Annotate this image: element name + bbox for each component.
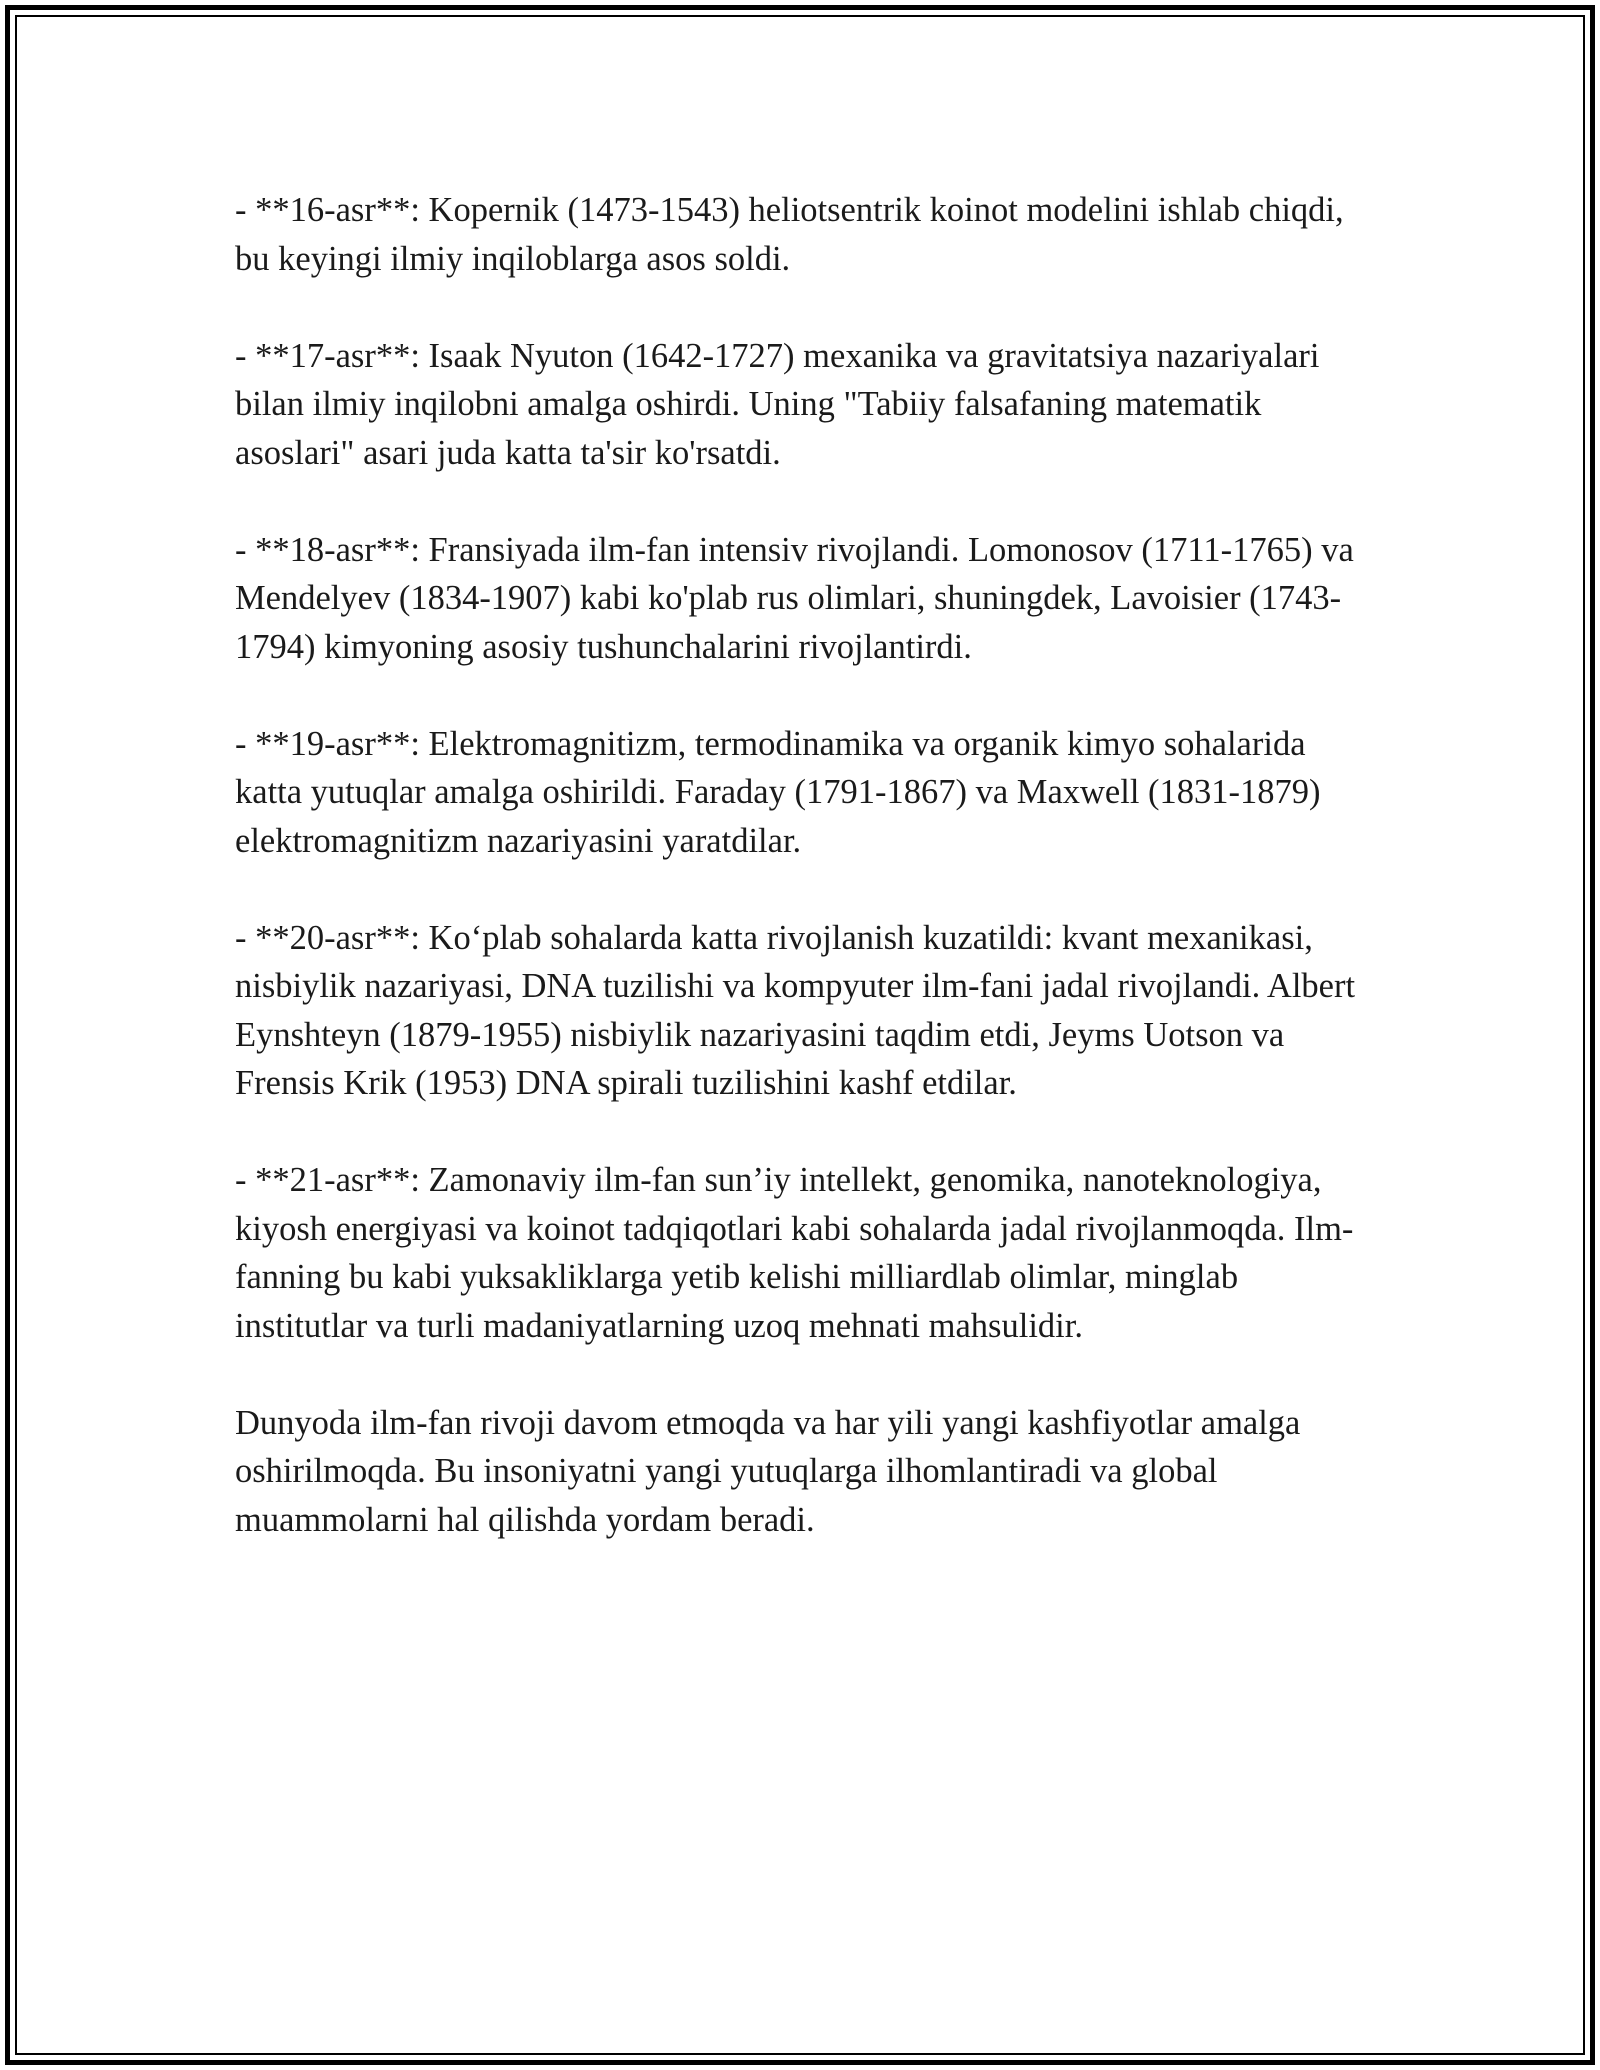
paragraph-16th-century: - **16-asr**: Kopernik (1473-1543) heliotsentrik koinot modelini ishlab chiqdi, bu keyingi ilmiy inqiloblarga asos soldi. [235, 191, 1344, 278]
paragraph-18th-century: - **18-asr**: Fransiyada ilm-fan intensiv rivojlandi. Lomonosov (1711-1765) va Mendelyev (1834-1907) kabi ko'plab rus olimlari, shuningdek, Lavoisier (1743-1794) kimyoning asosiy tushunchalarini rivojlantirdi. [235, 530, 1354, 666]
paragraph-19th-century: - **19-asr**: Elektromagnitizm, termodinamika va organik kimyo sohalarida katta yutuqlar amalga oshirildi. Faraday (1791-1867) va Maxwell (1831-1879) elektromagnitizm nazariyasini yaratdilar. [235, 724, 1321, 860]
document-body [235, 186, 1365, 1593]
paragraph-20th-century: - **20-asr**: Ko‘plab sohalarda katta rivojlanish kuzatildi: kvant mexanikasi, nisbiylik nazariyasi, DNA tuzilishi va kompyuter ilm-fani jadal rivojlandi. Albert Eynshteyn (1879-1955) nisbiylik nazariyasini taqdim etdi, Jeyms Uotson va Frensis Krik (1953) DNA spirali tuzilishini kashf etdilar. [235, 918, 1356, 1102]
paragraph-conclusion: Dunyoda ilm-fan rivoji davom etmoqda va har yili yangi kashfiyotlar amalga oshirilmoqda. Bu insoniyatni yangi yutuqlarga ilhomlantiradi va global muammolarni hal qilishda yordam beradi. [235, 1403, 1301, 1539]
paragraph-21st-century: - **21-asr**: Zamonaviy ilm-fan sun’iy intellekt, genomika, nanoteknologiya, kiyosh energiyasi va koinot tadqiqotlari kabi sohalarda jadal rivojlanmoqda. Ilm-fanning bu kabi yuksakliklarga yetib kelishi milliardlab olimlar, minglab institutlar va turli madaniyatlarning uzoq mehnati mahsulidir. [235, 1161, 1354, 1345]
paragraph-17th-century: - **17-asr**: Isaak Nyuton (1642-1727) mexanika va gravitatsiya nazariyalari bilan ilmiy inqilobni amalga oshirdi. Uning "Tabiiy falsafaning matematik asoslari" asari juda katta ta'sir ko'rsatdi. [235, 336, 1320, 472]
